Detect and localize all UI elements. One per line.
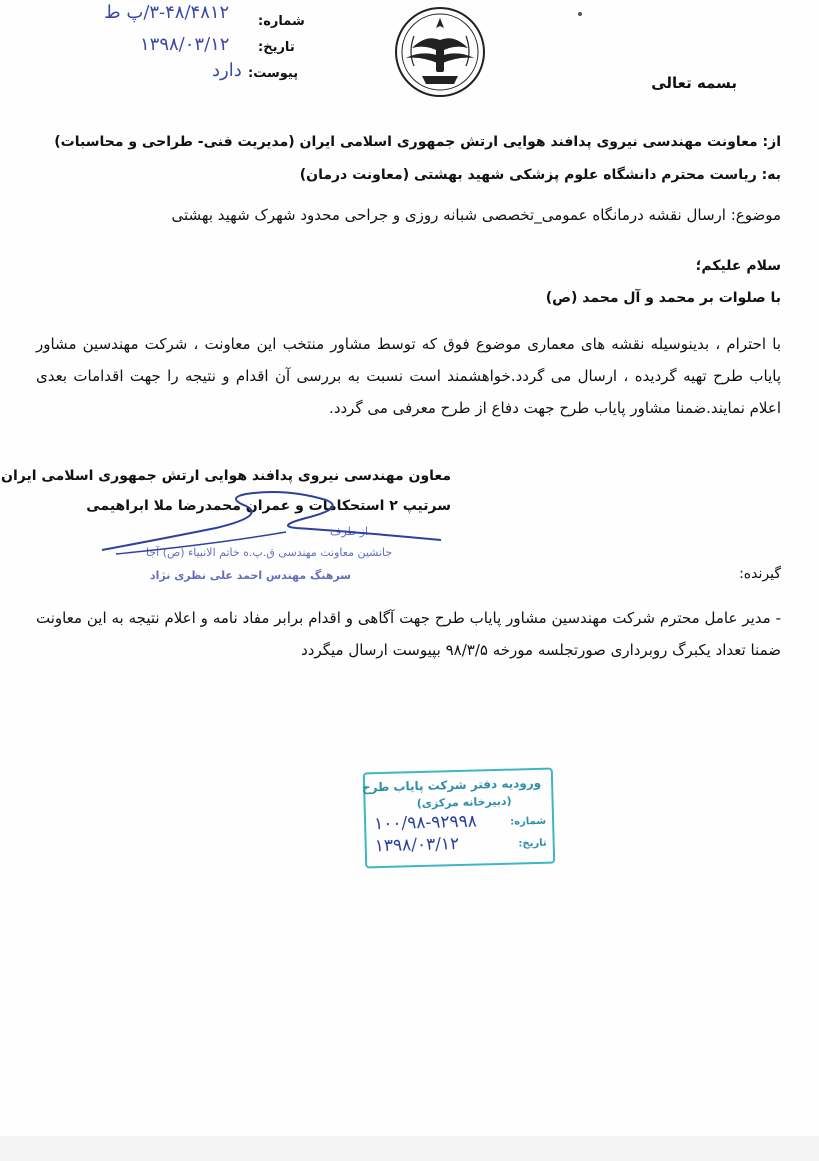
letter-body: با احترام ، بدینوسیله نقشه های معماری موضوع فوق که توسط مشاور منتخب این معاونت ، شرکت مهندسین مشاور پایاب طرح تهیه گردیده ، ارسال می گردد.خواهشمند است نسبت به بررسی آن اقدام و نتیجه را جهت اقدامات بعدی اعلام نمایند.ضمنا مشاور پایاب طرح جهت دفاع از طرح معرفی می گردد.	[36, 335, 781, 417]
number-value: ۳-۴۸/۴۸۱۲/پ ط	[104, 2, 230, 23]
date-value: ۱۳۹۸/۰۳/۱۲	[140, 34, 230, 55]
receipt-number-value: ۱۰۰/۹۸-۹۲۹۹۸	[373, 811, 478, 835]
army-emblem-logo	[392, 4, 488, 100]
bismillah-heading: بسمه تعالی	[651, 74, 737, 92]
date-label: تاریخ:	[258, 40, 295, 55]
handwritten-signature	[96, 488, 446, 568]
signature-stamp-line1: از طرف	[330, 525, 369, 538]
to-line: به: ریاست محترم دانشگاه علوم پزشکی شهید بهشتی (معاونت درمان)	[299, 167, 781, 183]
signature-stamp-line2: جانشین معاونت مهندسی ق.پ.ه خاتم الانبیاء (ص) آجا	[146, 546, 393, 559]
receipt-number-label: شماره:	[510, 815, 547, 828]
recipients-label: گیرنده:	[739, 566, 781, 582]
signatory-name: سرتیپ ۲ استحکامات و عمران محمدرضا ملا ابراهیمی	[86, 498, 451, 514]
attachment-value: دارد	[212, 60, 242, 81]
receipt-stamp-title: ورودیه دفتر شرکت پایاب طرح	[361, 775, 542, 795]
scan-speck	[578, 12, 582, 16]
receipt-date-value: ۱۳۹۸/۰۳/۱۲	[374, 834, 460, 857]
scan-bottom-edge	[0, 1136, 819, 1161]
signature-stamp-line3: سرهنگ مهندس احمد علی نظری نژاد	[150, 569, 352, 582]
greeting: سلام علیکم؛	[695, 258, 781, 274]
receipt-date-label: تاریخ:	[518, 837, 547, 850]
receipt-stamp-subtitle: (دبیرخانه مرکزی)	[416, 794, 512, 811]
subject-line: موضوع: ارسال نقشه درمانگاه عمومی_تخصصی شبانه روزی و جراحی محدود شهرک شهید بهشتی	[171, 206, 781, 224]
signatory-title: معاون مهندسی نیروی پدافند هوایی ارتش جمهوری اسلامی ایران	[1, 468, 451, 484]
from-line: از: معاونت مهندسی نیروی پدافند هوایی ارتش جمهوری اسلامی ایران (مدیریت فنی- طراحی و محاسبات)	[54, 134, 781, 150]
recipients-text: - مدیر عامل محترم شرکت مهندسین مشاور پایاب طرح جهت آگاهی و اقدام برابر مفاد نامه و اعلام نتیجه به این معاونت ضمنا تعداد یکبرگ روبرداری صورتجلسه مورخه ۹۸/۳/۵ بپیوست ارسال میگردد	[36, 609, 781, 659]
salawat: با صلوات بر محمد و آل محمد (ص)	[545, 290, 781, 306]
attachment-label: پیوست:	[248, 66, 299, 81]
number-label: شماره:	[258, 14, 305, 29]
receipt-stamp	[363, 768, 555, 869]
